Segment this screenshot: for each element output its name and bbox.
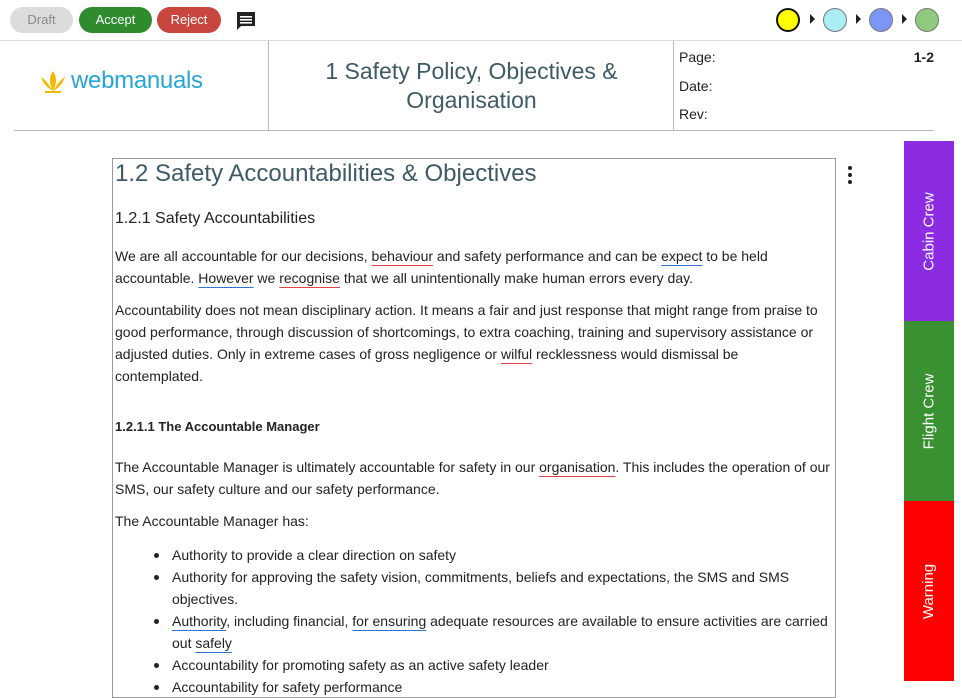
tab-flight-crew[interactable] (904, 321, 954, 501)
spell-error[interactable]: behaviour (371, 248, 434, 264)
date-label: Date: (679, 78, 713, 94)
page-label: Page: (679, 49, 716, 65)
list-item: Accountability for promoting safety as an active safety leader (154, 654, 834, 676)
page-value: 1-2 (913, 49, 934, 65)
reject-button[interactable]: Reject (157, 7, 221, 33)
more-options-icon[interactable] (846, 166, 854, 186)
spell-error[interactable]: recognise (279, 270, 340, 286)
list-item: Authority to provide a clear direction on safety (154, 544, 834, 566)
spell-error[interactable]: organisation (539, 459, 616, 475)
lotus-logo-icon (39, 69, 67, 95)
logo-text: webmanuals (71, 67, 203, 94)
grammar-suggestion[interactable]: However (198, 270, 254, 286)
arrow-right-icon (902, 14, 907, 24)
paragraph-manager-has: The Accountable Manager has: (115, 513, 309, 529)
section-heading: 1.2 Safety Accountabilities & Objectives (115, 160, 537, 187)
grammar-suggestion[interactable]: expect (661, 248, 703, 264)
subsubsection-heading: 1.2.1.1 The Accountable Manager (115, 419, 320, 434)
list-item: Authority for approving the safety vision, commitments, beliefs and expectations, the SMS and SMS objectives. (154, 566, 834, 610)
paragraph-disciplinary: Accountability does not mean disciplinary action. It means a fair and just response that might range from praise to good performance, through discussion of shortcomings, to extra coaching, training and supervisory assistance or adjusted duties. Only in extreme cases of gross negligence or wilful recklessness would dismissal be contemplated. (115, 302, 818, 384)
logo-cell (14, 41, 269, 131)
status-green-icon[interactable] (915, 8, 939, 32)
arrow-right-icon (810, 14, 815, 24)
grammar-suggestion[interactable]: safely (195, 635, 232, 651)
document-header (14, 41, 934, 131)
tab-label: Warning (920, 563, 938, 619)
arrow-right-icon (856, 14, 861, 24)
draft-button[interactable]: Draft (10, 7, 73, 33)
grammar-suggestion[interactable]: for ensuring (352, 613, 427, 629)
status-cyan-icon[interactable] (823, 8, 847, 32)
document-title-cell (270, 41, 674, 131)
tab-warning[interactable] (904, 501, 954, 681)
spell-error[interactable]: wilful (500, 346, 533, 362)
paragraph-accountable-manager: The Accountable Manager is ultimately accountable for safety in our organisation. This includes the operation of our SMS, our safety culture and our safety performance. (115, 459, 830, 497)
status-blue-icon[interactable] (869, 8, 893, 32)
toolbar (0, 0, 962, 41)
responsibility-list (154, 544, 834, 698)
subsection-heading: 1.2.1 Safety Accountabilities (115, 210, 316, 227)
document-meta (675, 41, 934, 131)
list-item: Accountability for safety performance (154, 676, 834, 698)
tab-cabin-crew[interactable] (904, 141, 954, 321)
rev-label: Rev: (679, 106, 708, 122)
grammar-suggestion[interactable]: Authority (172, 613, 227, 629)
accept-button[interactable]: Accept (79, 7, 152, 33)
list-item: Authority, including financial, for ensuring adequate resources are available to ensure activities are carried out safely (154, 610, 834, 654)
document-title: 1 Safety Policy, Objectives & Organisation (325, 58, 618, 113)
comment-icon[interactable] (235, 10, 257, 32)
tab-label: Flight Crew (920, 373, 938, 449)
status-yellow-icon[interactable] (776, 8, 800, 32)
paragraph-accountability: We are all accountable for our decisions, behaviour and safety performance and can be expect to be held accountable. However we recognise that we all unintentionally make human errors every day. (115, 248, 768, 286)
tab-label: Cabin Crew (920, 191, 938, 271)
document-content[interactable] (112, 158, 836, 698)
